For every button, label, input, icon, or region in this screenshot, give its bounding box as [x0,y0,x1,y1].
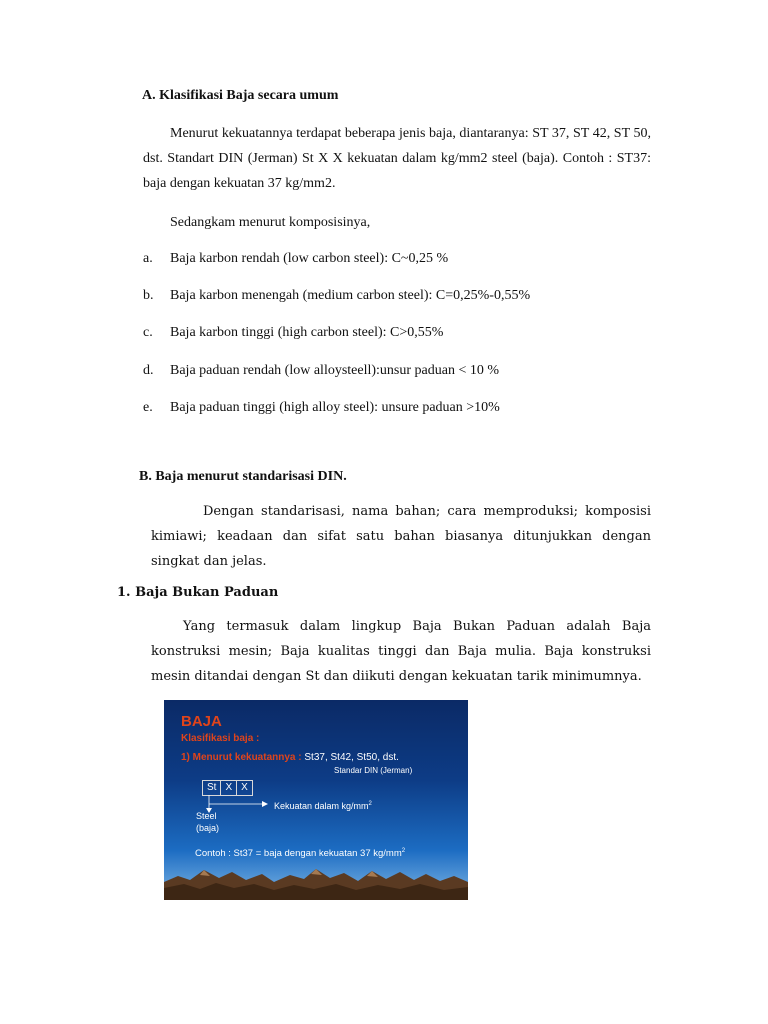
mountain-range-graphic [164,860,468,900]
list-text: Baja paduan tinggi (high alloy steel): unsure paduan >10% [170,400,500,415]
slide-box-x2: X [236,781,252,795]
list-item [143,325,663,345]
slide-baja-word: (baja) [196,823,220,833]
list-text: Baja karbon tinggi (high carbon steel): C>0,55% [170,325,444,340]
slide-standard-note: Standar DIN (Jerman) [334,766,413,775]
section-b-paragraph: Dengan standarisasi, nama bahan; cara memproduksi; komposisi kimiawi; keadaan dan sifat satu bahan biasanya ditunjukkan dengan singkat dan jelas. [151,504,651,569]
slide-box-x1: X [220,781,236,795]
slide-title: BAJA [181,713,222,730]
list-item [143,251,663,271]
baja-classification-slide [164,700,468,900]
slide-strength-unit: Kekuatan dalam $kg/mm^2$ [274,801,372,811]
slide-example: Contoh : St37 = baja dengan kekuatan 37 $kg/mm^2$ [195,848,406,860]
section-1-paragraph: Yang termasuk dalam lingkup Baja Bukan Paduan adalah Baja konstruksi mesin; Baja kualitas tinggi dan Baja mulia. Baja konstruksi mesin ditandai dengan St dan diikuti dengan kekuatan tarik minimumnya. [151,619,651,684]
list-marker: e. [143,400,153,415]
list-text: Baja karbon rendah (low carbon steel): C~0,25 % [170,251,449,266]
section-b-heading: B. Baja menurut standarisasi DIN. [139,469,347,484]
section-a-composition-intro: Sedangkam menurut komposisinya, [170,215,371,230]
list-text: Baja karbon menengah (medium carbon steel): C=0,25%-0,55% [170,288,531,303]
list-text: Baja paduan rendah (low alloysteell):unsur paduan < 10 % [170,363,500,378]
slide-strength-label: 1) Menurut kekuatannya : [181,752,302,763]
strength-arrow-head [262,801,268,807]
slide-box-st: St [207,782,217,793]
slide-steel-label [196,810,219,834]
section-a-paragraph: Menurut kekuatannya terdapat beberapa jenis baja, diantaranya: ST 37, ST 42, ST 50, dst. Standart DIN (Jerman) St X X kekuatan dalam kg/mm2 steel (baja). Contoh : ST37: baja dengan kekuatan 37 kg/mm2. [143,126,651,191]
list-item [143,288,663,308]
list-item [143,400,663,420]
section-1-heading: 1. Baja Bukan Paduan [117,585,279,600]
list-marker: c. [143,325,153,340]
list-marker: a. [143,251,153,266]
list-item [143,363,663,383]
slide-steel-word: Steel [196,811,217,821]
slide-subtitle: Klasifikasi baja : [181,733,260,744]
slide-strength-values: St37, St42, St50, dst. [304,752,399,763]
list-marker: b. [143,288,154,303]
list-marker: d. [143,363,154,378]
section-a-heading: A. Klasifikasi Baja secara umum [142,88,339,103]
